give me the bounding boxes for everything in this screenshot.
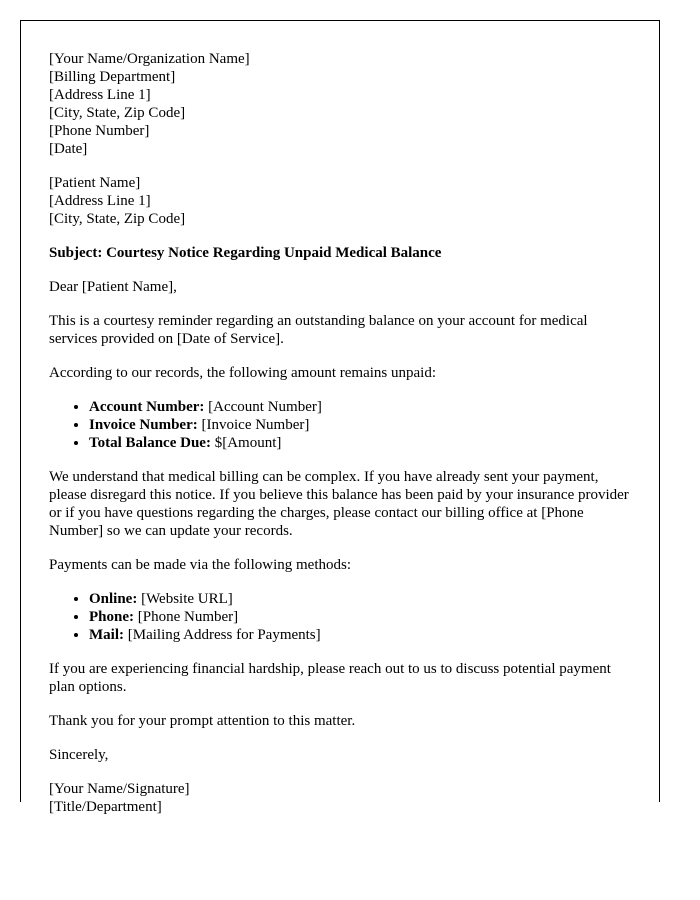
sender-phone: [Phone Number] xyxy=(49,123,150,139)
list-item xyxy=(89,590,631,608)
list-item xyxy=(89,626,631,644)
subject-line: Subject: Courtesy Notice Regarding Unpaid Medical Balance xyxy=(49,245,442,261)
hardship-paragraph: If you are experiencing financial hardship, please reach out to us to discuss potential payment plan options. xyxy=(49,661,611,695)
records-lead-paragraph: According to our records, the following amount remains unpaid: xyxy=(49,365,436,381)
sender-city-state-zip: [City, State, Zip Code] xyxy=(49,105,186,121)
account-number-value: [Account Number] xyxy=(204,399,322,415)
closing: Sincerely, xyxy=(49,747,109,763)
signature-block xyxy=(49,780,631,816)
understanding-paragraph: We understand that medical billing can be complex. If you have already sent your payment, please disregard this notice. If you believe this balance has been paid by your insurance provider or if you have questions regarding the charges, please contact our billing office at [Phone Number] so we can update your records. xyxy=(49,469,629,539)
total-balance-value: $[Amount] xyxy=(210,435,282,451)
sender-address-block xyxy=(49,50,631,158)
sender-department: [Billing Department] xyxy=(49,69,176,85)
phone-payment-label: Phone: xyxy=(89,609,134,625)
online-payment-value: [Website URL] xyxy=(137,591,233,607)
recipient-city-state-zip: [City, State, Zip Code] xyxy=(49,211,186,227)
list-item xyxy=(89,398,631,416)
list-item xyxy=(89,608,631,626)
salutation: Dear [Patient Name], xyxy=(49,279,177,295)
letter-date: [Date] xyxy=(49,141,88,157)
sender-address-line: [Address Line 1] xyxy=(49,87,151,103)
recipient-name: [Patient Name] xyxy=(49,175,141,191)
list-item xyxy=(89,416,631,434)
signature-name: [Your Name/Signature] xyxy=(49,781,190,797)
thanks-paragraph: Thank you for your prompt attention to this matter. xyxy=(49,713,356,729)
signature-title: [Title/Department] xyxy=(49,799,162,815)
payment-methods-list xyxy=(49,590,631,644)
recipient-address-line: [Address Line 1] xyxy=(49,193,151,209)
invoice-number-label: Invoice Number: xyxy=(89,417,198,433)
sender-name: [Your Name/Organization Name] xyxy=(49,51,250,67)
list-item xyxy=(89,434,631,452)
phone-payment-value: [Phone Number] xyxy=(134,609,239,625)
account-details-list xyxy=(49,398,631,452)
online-payment-label: Online: xyxy=(89,591,138,607)
intro-paragraph: This is a courtesy reminder regarding an outstanding balance on your account for medical services provided on [Date of Service]. xyxy=(49,313,588,347)
total-balance-label: Total Balance Due: xyxy=(89,435,211,451)
mail-payment-value: [Mailing Address for Payments] xyxy=(124,627,321,643)
payments-lead-paragraph: Payments can be made via the following methods: xyxy=(49,557,352,573)
letter-page xyxy=(20,20,660,815)
recipient-address-block xyxy=(49,174,631,228)
mail-payment-label: Mail: xyxy=(89,627,124,643)
account-number-label: Account Number: xyxy=(89,399,205,415)
invoice-number-value: [Invoice Number] xyxy=(197,417,310,433)
